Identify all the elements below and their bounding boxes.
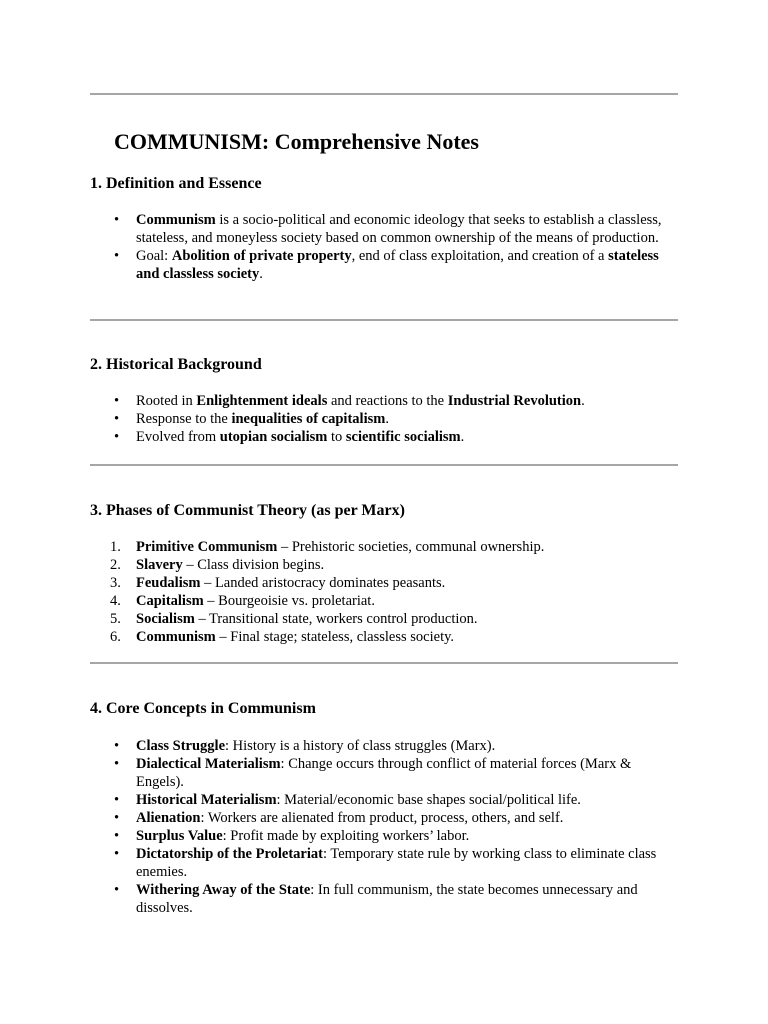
document-title: COMMUNISM: Comprehensive Notes xyxy=(114,129,479,154)
horizontal-rule xyxy=(90,464,678,466)
bullet-icon: • xyxy=(114,846,120,862)
list-item: 3. Feudalism – Landed aristocracy dominates peasants. xyxy=(110,575,446,591)
bullet-icon: • xyxy=(114,792,120,808)
list-number: 4. xyxy=(110,593,121,609)
list-item: • Surplus Value: Profit made by exploiting workers’ labor. xyxy=(114,828,470,844)
list-item: 6. Communism – Final stage; stateless, classless society. xyxy=(110,629,455,645)
bullet-icon: • xyxy=(114,738,120,754)
list-item: • Withering Away of the State: In full communism, the state becomes unnecessary and dissolves. xyxy=(114,882,638,916)
list-item: • Communism is a socio-political and economic ideology that seeks to establish a classless, stateless, and moneyless society based on common ownership of the means of production. xyxy=(114,212,662,246)
bullet-icon: • xyxy=(114,212,120,228)
list-number: 6. xyxy=(110,629,121,645)
list-item: 4. Capitalism – Bourgeoisie vs. proletariat. xyxy=(110,593,375,609)
bullet-icon: • xyxy=(114,393,120,409)
list-item: • Dialectical Materialism: Change occurs through conflict of material forces (Marx & Engels). xyxy=(114,756,632,790)
bullet-icon: • xyxy=(114,810,120,826)
list-item: 1. Primitive Communism – Prehistoric societies, communal ownership. xyxy=(110,539,545,555)
bullet-icon: • xyxy=(114,882,120,898)
list-item: • Evolved from utopian socialism to scientific socialism. xyxy=(114,429,465,445)
list-item: 2. Slavery – Class division begins. xyxy=(110,557,325,573)
section-heading-core-concepts: 4. Core Concepts in Communism xyxy=(90,700,316,717)
definition-list xyxy=(90,211,670,283)
list-item: • Dictatorship of the Proletariat: Temporary state rule by working class to eliminate class enemies. xyxy=(114,846,657,880)
historical-list xyxy=(90,392,670,446)
bullet-icon: • xyxy=(114,828,120,844)
list-item: • Historical Materialism: Material/economic base shapes social/political life. xyxy=(114,792,581,808)
list-number: 1. xyxy=(110,539,121,555)
horizontal-rule xyxy=(90,93,678,95)
list-number: 2. xyxy=(110,557,121,573)
horizontal-rule xyxy=(90,662,678,664)
section-heading-historical: 2. Historical Background xyxy=(90,356,262,373)
list-number: 5. xyxy=(110,611,121,627)
list-number: 3. xyxy=(110,575,121,591)
horizontal-rule xyxy=(90,319,678,321)
bullet-icon: • xyxy=(114,429,120,445)
phases-list xyxy=(90,538,670,646)
list-item: • Rooted in Enlightenment ideals and reactions to the Industrial Revolution. xyxy=(114,393,585,409)
list-item: • Response to the inequalities of capitalism. xyxy=(114,411,389,427)
bullet-icon: • xyxy=(114,756,120,772)
section-heading-phases: 3. Phases of Communist Theory (as per Marx) xyxy=(90,502,405,519)
section-heading-definition: 1. Definition and Essence xyxy=(90,175,262,192)
bullet-icon: • xyxy=(114,411,120,427)
list-item: • Alienation: Workers are alienated from product, process, others, and self. xyxy=(114,810,564,826)
core-concepts-list xyxy=(90,737,670,917)
list-item: • Goal: Abolition of private property, end of class exploitation, and creation of a stateless and classless society. xyxy=(114,248,659,282)
list-item: • Class Struggle: History is a history of class struggles (Marx). xyxy=(114,738,496,754)
list-item: 5. Socialism – Transitional state, workers control production. xyxy=(110,611,478,627)
bullet-icon: • xyxy=(114,248,120,264)
